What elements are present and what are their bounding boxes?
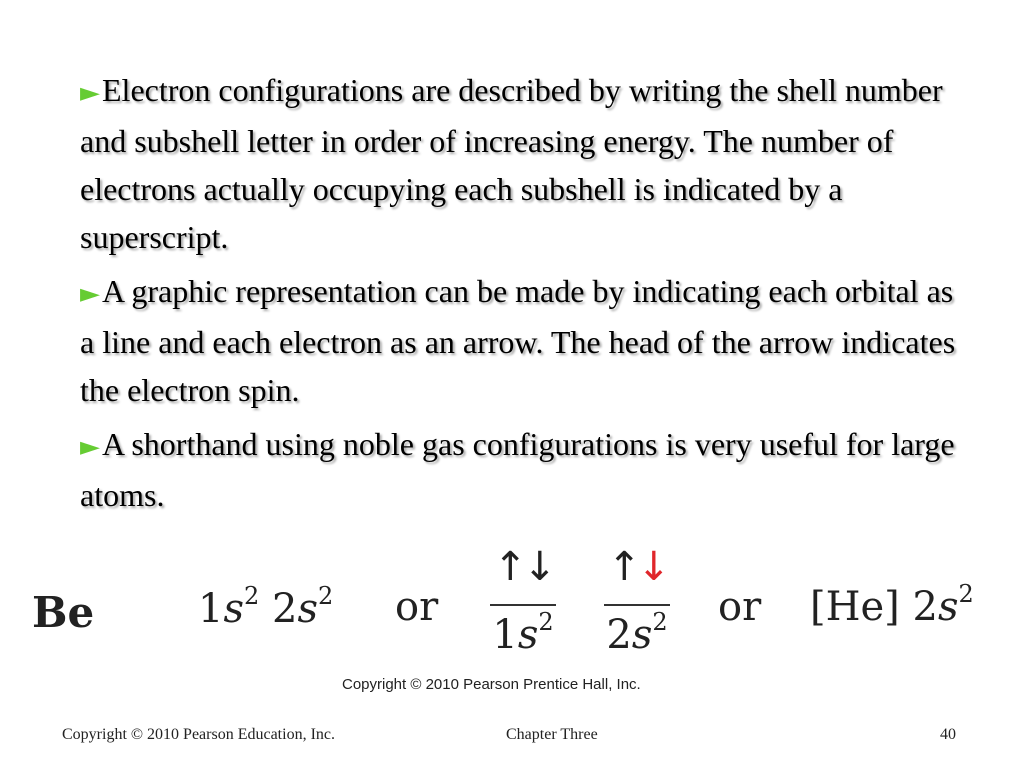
bullet-item (80, 267, 960, 414)
config-subshell: s (223, 586, 244, 632)
orbital-subshell: s (517, 612, 539, 658)
spin-down-arrow-icon: ↓ (637, 544, 667, 590)
noble-gas-core: [He] (810, 584, 900, 630)
spin-up-arrow-icon: ↑ (493, 544, 523, 590)
orbital-arrows (604, 538, 670, 596)
config-shell: 1 (198, 586, 224, 632)
figure-copyright: Copyright © 2010 Pearson Prentice Hall, Inc. (342, 676, 641, 693)
orbital-electrons: 2 (538, 608, 554, 636)
config-electrons: 2 (317, 582, 334, 610)
element-symbol: Be (32, 588, 95, 637)
footer-chapter: Chapter Three (506, 726, 598, 743)
orbital-diagram-1s (490, 538, 556, 660)
footer-copyright: Copyright © 2010 Pearson Education, Inc. (62, 726, 335, 743)
config-shell: 2 (912, 584, 938, 630)
orbital-line (490, 604, 556, 606)
orbital-arrows (490, 538, 556, 596)
bullet-text: A graphic representation can be made by indicating each orbital as a line and each electron as an arrow. The head of the arrow indicates the electron spin. (80, 273, 956, 408)
orbital-shell: 2 (606, 612, 632, 658)
orbital-shell: 1 (492, 612, 518, 658)
orbital-subshell: s (631, 612, 653, 658)
config-shell: 2 (271, 586, 298, 632)
orbital-electrons: 2 (652, 608, 668, 636)
bullet-list (80, 66, 960, 525)
orbital-label (490, 610, 556, 660)
orbital-line (604, 604, 670, 606)
bullet-arrow-icon: ► (80, 279, 100, 309)
or-label: or (718, 584, 762, 630)
or-label: or (395, 584, 439, 630)
spin-up-arrow-icon: ↑ (607, 544, 637, 590)
config-full-notation (198, 582, 334, 632)
bullet-text: Electron configurations are described by writing the shell number and subshell letter in order of increasing energy. The number of electrons actually occupying each subshell is indicated by a superscript. (80, 72, 943, 255)
config-subshell: s (297, 586, 318, 632)
spin-down-arrow-icon: ↓ (523, 544, 553, 590)
electron-configuration-figure (0, 538, 1024, 698)
bullet-arrow-icon: ► (80, 78, 100, 108)
orbital-diagram-2s (604, 538, 670, 660)
bullet-item (80, 420, 960, 519)
bullet-item (80, 66, 960, 261)
page-number: 40 (940, 726, 956, 743)
config-noble-gas-notation (810, 580, 974, 630)
config-electrons: 2 (243, 582, 260, 610)
bullet-text: A shorthand using noble gas configurations is very useful for large atoms. (80, 426, 955, 513)
bullet-arrow-icon: ► (80, 432, 100, 462)
orbital-label (604, 610, 670, 660)
config-electrons: 2 (958, 580, 974, 608)
config-subshell: s (937, 584, 959, 630)
